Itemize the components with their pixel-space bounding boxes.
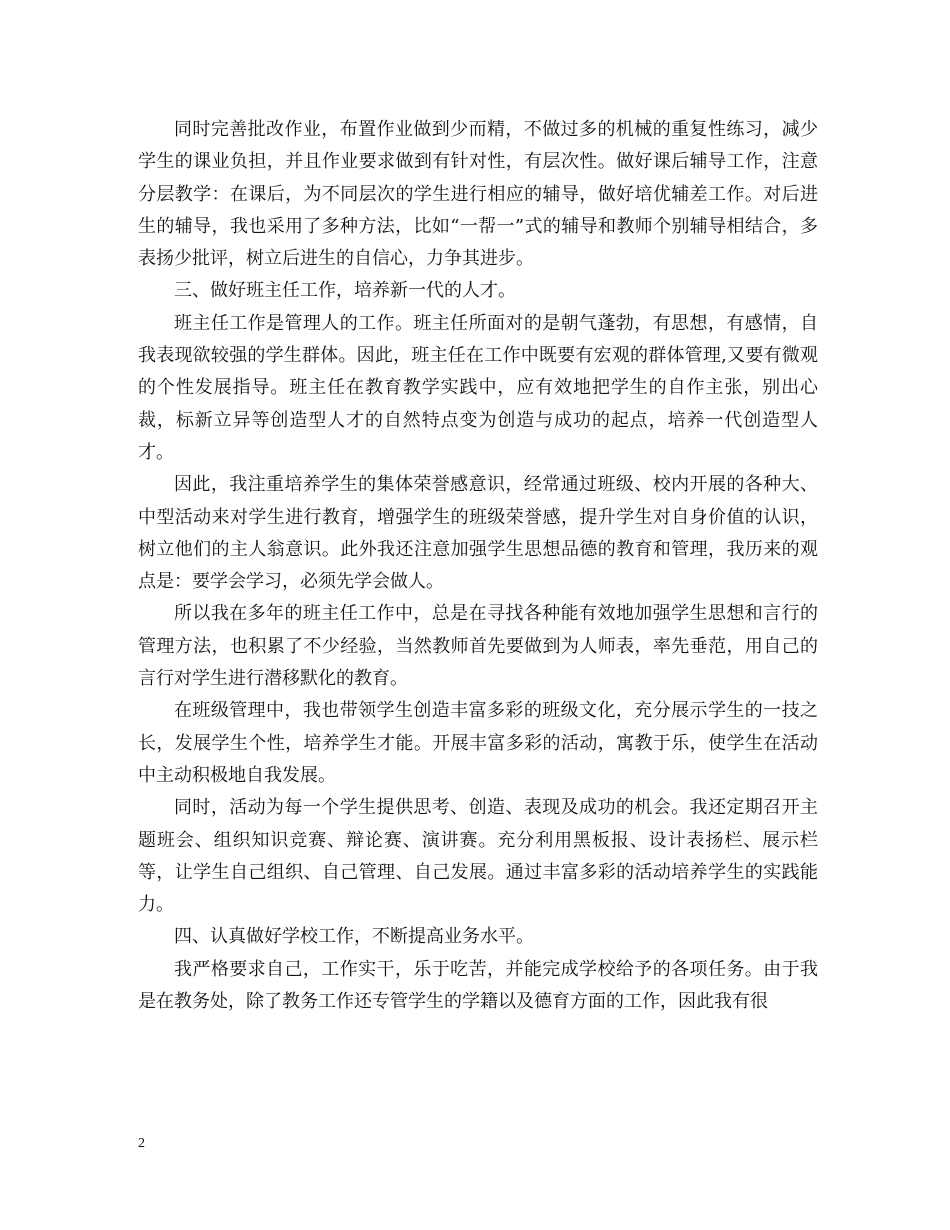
- document-body: [138, 114, 818, 1018]
- paragraph-class-teacher-work: 班主任工作是管理人的工作。班主任所面对的是朝气蓬勃，有思想，有感情，自我表现欲较强的学生群体。因此，班主任在工作中既要有宏观的群体管理,又要有微观的个性发展指导。班主任在教育教学实践中，应有效地把学生的自作主张，别出心裁，标新立异等创造型人才的自然特点变为创造与成功的起点，培养一代创造型人才。: [138, 312, 818, 463]
- paragraph-collective-honor: 因此，我注重培养学生的集体荣誉感意识，经常通过班级、校内开展的各种大、中型活动来对学生进行教育，增强学生的班级荣誉感，提升学生对自身价值的认识，树立他们的主人翁意识。此外我还注意加强学生思想品德的教育和管理，我历来的观点是：要学会学习，必须先学会做人。: [138, 474, 818, 593]
- paragraph-activities: 同时，活动为每一个学生提供思考、创造、表现及成功的机会。我还定期召开主题班会、组织知识竞赛、辩论赛、演讲赛。充分利用黑板报、设计表扬栏、展示栏等，让学生自己组织、自己管理、自己发展。通过丰富多彩的活动培养学生的实践能力。: [138, 797, 818, 916]
- paragraph-class-culture: 在班级管理中，我也带领学生创造丰富多彩的班级文化，充分展示学生的一技之长，发展学生个性，培养学生才能。开展丰富多彩的活动，寓教于乐，使学生在活动中主动积极地自我发展。: [138, 700, 818, 786]
- paragraph-homework: 同时完善批改作业，布置作业做到少而精，不做过多的机械的重复性练习，减少学生的课业负担，并且作业要求做到有针对性，有层次性。做好课后辅导工作，注意分层教学：在课后，为不同层次的学生进行相应的辅导，做好培优辅差工作。对后进生的辅导，我也采用了多种方法，比如“一帮一”式的辅导和教师个别辅导相结合，多表扬少批评，树立后进生的自信心，力争其进步。: [138, 119, 818, 270]
- section-heading-school-work: 四、认真做好学校工作，不断提高业务水平。: [174, 926, 534, 948]
- paragraph-strict-requirements: 我严格要求自己，工作实干，乐于吃苦，并能完成学校给予的各项任务。由于我是在教务处，除了教务工作还专管学生的学籍以及德育方面的工作，因此我有很: [138, 958, 818, 1013]
- page-number: 2: [138, 1136, 145, 1151]
- section-heading-class-teacher: 三、做好班主任工作，培养新一代的人才。: [174, 280, 516, 302]
- paragraph-management-methods: 所以我在多年的班主任工作中，总是在寻找各种能有效地加强学生思想和言行的管理方法，也积累了不少经验，当然教师首先要做到为人师表，率先垂范，用自己的言行对学生进行潜移默化的教育。: [138, 603, 818, 690]
